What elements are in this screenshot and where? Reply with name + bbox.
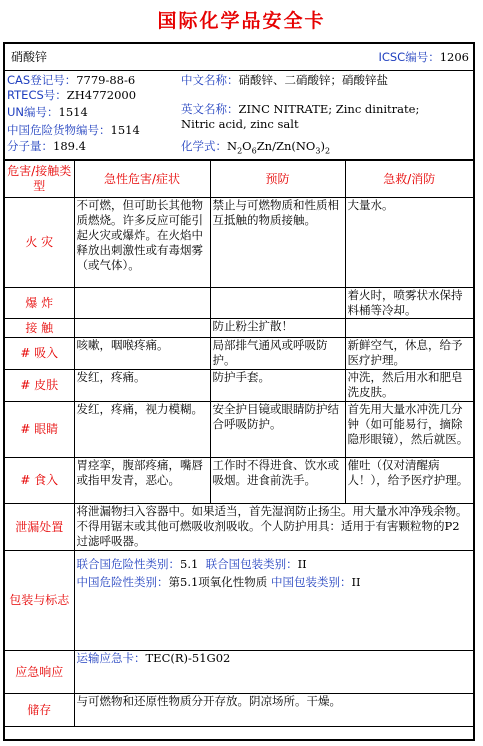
chemical-formula: 化学式：$N_2O_6Zn/Zn(NO_3)_2$: [181, 139, 331, 156]
emergency-row: [5, 651, 473, 694]
table-row: 火 灾 不可燃，但可助长其他物质燃烧。许多反应可能引起火灾或爆炸。在火焰中释放出刺激性或有毒烟雾（或气体）。 禁止与可燃物质和性质相互抵触的物质接触。 大量水。: [5, 198, 473, 288]
chemical-name: 硝酸锌: [11, 50, 48, 64]
packaging-label: 包装与标志: [5, 551, 74, 651]
packaging-row: [5, 551, 473, 651]
table-row: 接 触 防止粉尘扩散！: [5, 319, 473, 338]
cn-dangerous-goods-number: 中国危险货物编号：1514: [7, 123, 140, 137]
header-acute: 急性危害/症状: [74, 161, 210, 198]
english-name-line2: Nitric acid, zinc salt: [181, 117, 299, 131]
un-number: UN编号：1514: [7, 105, 88, 119]
table-header-row: [5, 161, 473, 198]
storage-label: 储存: [5, 694, 74, 727]
header-firstaid: 急救/消防: [345, 161, 473, 198]
english-name: 英文名称：ZINC NITRATE; Zinc dinitrate;: [181, 102, 420, 116]
molecular-weight: 分子量：189.4: [7, 139, 86, 153]
header-prevention: 预防: [210, 161, 345, 198]
spill-text: 将泄漏物扫入容器中。如果适当，首先湿润防止扬尘。用大量水冲净残余物。不得用锯末或其他可燃吸收剂吸收。个人防护用具：适用于有害颗粒物的P2过滤呼吸器。: [74, 504, 473, 551]
table-row: # 皮肤 发红，疼痛。 防护手套。 冲洗，然后用水和肥皂洗皮肤。: [5, 370, 473, 402]
emergency-label: 应急响应: [5, 651, 74, 694]
rtecs-number: RTECS号：ZH4772000: [7, 88, 137, 102]
emergency-content: 运输应急卡：TEC(R)-51G02: [74, 651, 473, 694]
chinese-name: 中文名称：硝酸锌、二硝酸锌；硝酸锌盐: [181, 73, 388, 87]
storage-row: [5, 694, 473, 727]
icsc-value: 1206: [439, 50, 469, 64]
table-row: 爆 炸 着火时，喷雾状水保持料桶等冷却。: [5, 288, 473, 319]
identification-block: [5, 71, 473, 160]
icsc-label: ICSC编号：: [378, 50, 440, 64]
name-bar: [5, 44, 473, 71]
storage-text: 与可燃物和还原性物质分开存放。阴凉场所。干燥。: [74, 694, 473, 727]
cn-classification: 中国危险性类别：第5.1项氧化性物质 中国包装类别：II: [76, 575, 361, 589]
table-row: # 食入 胃痉挛，腹部疼痛，嘴唇或指甲发青，恶心。 工作时不得进食、饮水或吸烟。进食前洗手。 催吐（仅对清醒病人！），给予医疗护理。: [5, 458, 473, 504]
cas-number: CAS登记号：7779-88-6: [7, 73, 136, 87]
safety-card: [3, 42, 475, 741]
packaging-content: [74, 551, 473, 651]
table-row: # 吸入 咳嗽，咽喉疼痛。 局部排气通风或呼吸防护。 新鲜空气，休息，给予医疗护理。: [5, 338, 473, 370]
card-title: 国际化学品安全卡: [157, 10, 326, 32]
hazard-table: [5, 160, 473, 727]
spill-label: 泄漏处置: [5, 504, 74, 551]
header-type: 危害/接触类型: [5, 161, 74, 198]
un-classification: 联合国危险性类别：5.1 联合国包装类别：II: [76, 557, 307, 571]
icsc-number: [378, 49, 469, 65]
spill-row: [5, 504, 473, 551]
table-row: # 眼睛 发红，疼痛，视力模糊。 安全护目镜或眼睛防护结合呼吸防护。 首先用大量水冲洗几分钟（如可能易行，摘除隐形眼镜），然后就医。: [5, 402, 473, 458]
